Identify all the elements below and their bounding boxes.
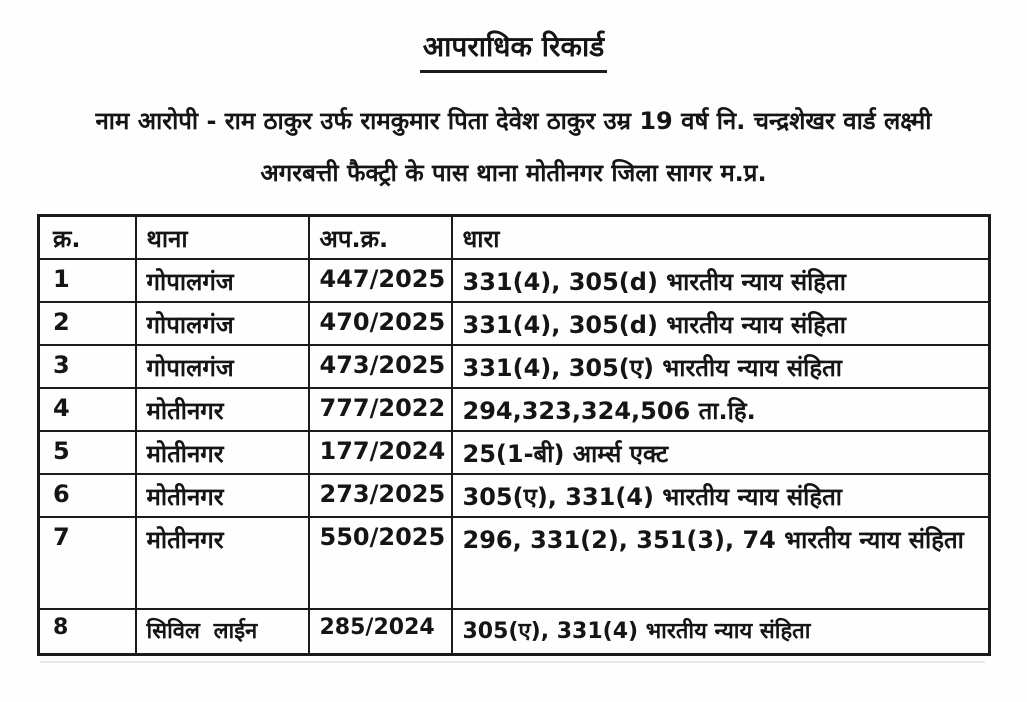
page-title [0, 0, 1027, 73]
sections-cell: 294,323,324,506 ता.हि. [452, 388, 990, 431]
serial-number-cell: 1 [39, 259, 136, 302]
police-station-cell: गोपालगंज [136, 302, 309, 345]
police-station-cell: गोपालगंज [136, 259, 309, 302]
sections-cell: 25(1-बी) आर्म्स एक्ट [452, 431, 990, 474]
serial-number-cell: 6 [39, 474, 136, 517]
accused-details [0, 106, 1027, 189]
serial-number-cell: 5 [39, 431, 136, 474]
serial-number-cell: 2 [39, 302, 136, 345]
table-row [39, 302, 990, 345]
sections-cell: 331(4), 305(d) भारतीय न्याय संहिता [452, 259, 990, 302]
sections-cell: 305(ए), 331(4) भारतीय न्याय संहिता [452, 609, 990, 654]
criminal-record-table [37, 214, 991, 656]
table-row [39, 345, 990, 388]
page-title-text: आपराधिक रिकार्ड [420, 30, 607, 73]
serial-number-cell: 7 [39, 517, 136, 609]
table-row [39, 388, 990, 431]
serial-number-cell: 8 [39, 609, 136, 654]
police-station-cell: मोतीनगर [136, 388, 309, 431]
serial-number-cell: 4 [39, 388, 136, 431]
table-row [39, 517, 990, 609]
sections-cell: 305(ए), 331(4) भारतीय न्याय संहिता [452, 474, 990, 517]
case-number-cell: 550/2025 [309, 517, 452, 609]
accused-details-line-2: अगरबत्ती फैक्ट्री के पास थाना मोतीनगर जिला सागर म.प्र. [260, 158, 767, 187]
police-station-cell: मोतीनगर [136, 431, 309, 474]
case-number-cell: 285/2024 [309, 609, 452, 654]
header-police-station: थाना [136, 215, 309, 259]
case-number-cell: 273/2025 [309, 474, 452, 517]
table-header-row [39, 215, 990, 259]
table-row [39, 431, 990, 474]
table-row [39, 474, 990, 517]
case-number-cell: 470/2025 [309, 302, 452, 345]
police-station-cell: मोतीनगर [136, 474, 309, 517]
table-body [39, 259, 990, 654]
serial-number-cell: 3 [39, 345, 136, 388]
police-station-cell: सिविल लाईन [136, 609, 309, 654]
police-station-cell: मोतीनगर [136, 517, 309, 609]
sections-cell: 331(4), 305(ए) भारतीय न्याय संहिता [452, 345, 990, 388]
case-number-cell: 447/2025 [309, 259, 452, 302]
police-station-cell: गोपालगंज [136, 345, 309, 388]
header-case-number: अप.क्र. [309, 215, 452, 259]
header-sections: धारा [452, 215, 990, 259]
sections-cell: 331(4), 305(d) भारतीय न्याय संहिता [452, 302, 990, 345]
case-number-cell: 473/2025 [309, 345, 452, 388]
sections-cell: 296, 331(2), 351(3), 74 भारतीय न्याय संहिता [452, 517, 990, 609]
table-row [39, 609, 990, 654]
accused-details-line-1: नाम आरोपी - राम ठाकुर उर्फ रामकुमार पिता देवेश ठाकुर उम्र 19 वर्ष नि. चन्द्रशेखर वार्ड लक्ष्मी [95, 106, 932, 135]
scan-artifact-line [40, 661, 985, 663]
case-number-cell: 777/2022 [309, 388, 452, 431]
case-number-cell: 177/2024 [309, 431, 452, 474]
table-row [39, 259, 990, 302]
header-serial-number: क्र. [39, 215, 136, 259]
